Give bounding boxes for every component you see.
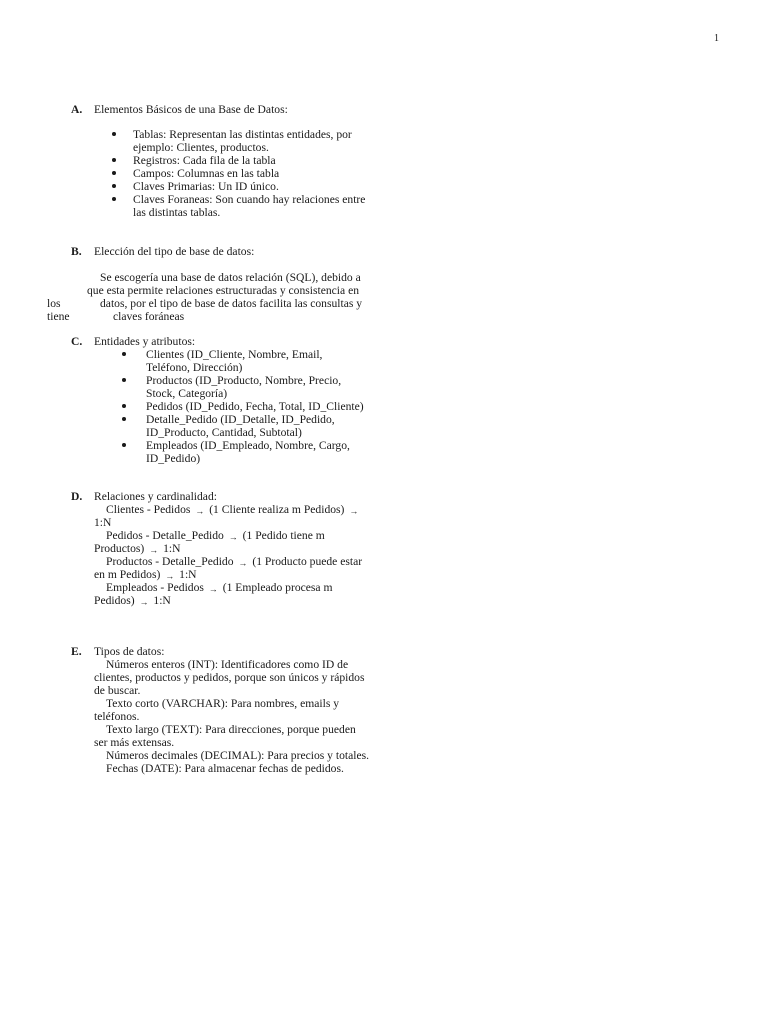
body-line: Números decimales (DECIMAL): Para precios y totales. [106,749,370,762]
body-line: de buscar. [94,684,141,697]
body-line: ser más extensas. [94,736,175,749]
section-e-letter: E. [71,645,82,658]
arrow-right-icon: → [238,558,248,568]
list-item-text: Clientes (ID_Cliente, Nombre, Email, [146,348,323,361]
relation-line [106,529,325,543]
list-item-text: Pedidos (ID_Pedido, Fecha, Total, ID_Cliente) [146,400,364,413]
bullet-icon [112,184,116,188]
relation-desc: (1 Pedido tiene m [242,529,325,542]
bullet-icon [122,404,126,408]
bullet-icon [112,158,116,162]
body-line: clientes, productos y pedidos, porque son únicos y rápidos [94,671,365,684]
relation-cardinality: 1:N [153,594,171,607]
paragraph-line-prefix: los [47,297,61,310]
relation-desc-cont: en m Pedidos) [94,568,161,581]
relation-desc: (1 Empleado procesa m [222,581,333,594]
arrow-right-icon: → [228,532,238,542]
relation-pair: Productos - Detalle_Pedido [106,555,234,568]
paragraph-line: datos, por el tipo de base de datos facilita las consultas y [100,297,363,310]
section-c-title: Entidades y atributos: [94,335,196,348]
list-item-text-cont: Stock, Categoría) [146,387,228,400]
arrow-right-icon: → [195,506,205,516]
list-item-text: Campos: Columnas en las tabla [133,167,280,180]
paragraph-line-prefix: tiene [47,310,70,323]
relation-desc-cont: Productos) [94,542,145,555]
list-item-text-cont: Teléfono, Dirección) [146,361,243,374]
list-item-text: Claves Foraneas: Son cuando hay relaciones entre [133,193,366,206]
bullet-icon [112,171,116,175]
paragraph-line: claves foráneas [113,310,185,323]
body-line: Fechas (DATE): Para almacenar fechas de pedidos. [106,762,344,775]
relation-line-cont [94,542,180,556]
section-a-letter: A. [71,103,83,116]
body-line: teléfonos. [94,710,140,723]
relation-desc: (1 Cliente realiza m Pedidos) [209,503,345,516]
list-item-text: Tablas: Representan las distintas entidades, por [133,128,352,141]
body-line: Texto corto (VARCHAR): Para nombres, emails y [106,697,340,710]
bullet-icon [122,352,126,356]
relation-line-cont [94,594,171,608]
relation-cardinality: 1:N [94,516,112,529]
bullet-icon [112,132,116,136]
relation-cardinality: 1:N [179,568,197,581]
section-b-title: Elección del tipo de base de datos: [94,245,255,258]
relation-pair: Pedidos - Detalle_Pedido [106,529,224,542]
paragraph-line: que esta permite relaciones estructuradas y consistencia en [87,284,360,297]
relation-desc: (1 Producto puede estar [252,555,363,568]
bullet-icon [122,417,126,421]
list-item-text: Empleados (ID_Empleado, Nombre, Cargo, [146,439,350,452]
section-e-title: Tipos de datos: [94,645,165,658]
relation-cardinality: 1:N [163,542,181,555]
list-item-text: Detalle_Pedido (ID_Detalle, ID_Pedido, [146,413,335,426]
list-item-text: Registros: Cada fila de la tabla [133,154,276,167]
relation-pair: Empleados - Pedidos [106,581,204,594]
list-item-text-cont: ejemplo: Clientes, productos. [133,141,269,154]
arrow-right-icon: → [149,545,159,555]
arrow-right-icon: → [208,584,218,594]
section-d-letter: D. [71,490,83,503]
section-d-title: Relaciones y cardinalidad: [94,490,217,503]
bullet-icon [122,443,126,447]
list-item-text-cont: ID_Producto, Cantidad, Subtotal) [146,426,302,439]
arrow-right-icon: → [165,571,175,581]
relation-line-cont [94,568,197,582]
relation-desc-cont: Pedidos) [94,594,135,607]
bullet-icon [112,197,116,201]
arrow-right-icon: → [139,597,149,607]
section-c-letter: C. [71,335,83,348]
section-a-title: Elementos Básicos de una Base de Datos: [94,103,288,116]
list-item-text: Productos (ID_Producto, Nombre, Precio, [146,374,342,387]
bullet-icon [122,378,126,382]
relation-pair: Clientes - Pedidos [106,503,191,516]
list-item-text-cont: las distintas tablas. [133,206,221,219]
section-b-letter: B. [71,245,82,258]
body-line: Números enteros (INT): Identificadores como ID de [106,658,349,671]
arrow-right-icon: → [349,506,359,516]
relation-line [106,581,332,595]
paragraph-line: Se escogería una base de datos relación (SQL), debido a [100,271,361,284]
list-item-text: Claves Primarias: Un ID único. [133,180,279,193]
body-line: Texto largo (TEXT): Para direcciones, porque pueden [106,723,356,736]
relation-line [106,503,360,517]
page-number: 1 [714,33,719,44]
relation-line [106,555,362,569]
list-item-text-cont: ID_Pedido) [146,452,201,465]
